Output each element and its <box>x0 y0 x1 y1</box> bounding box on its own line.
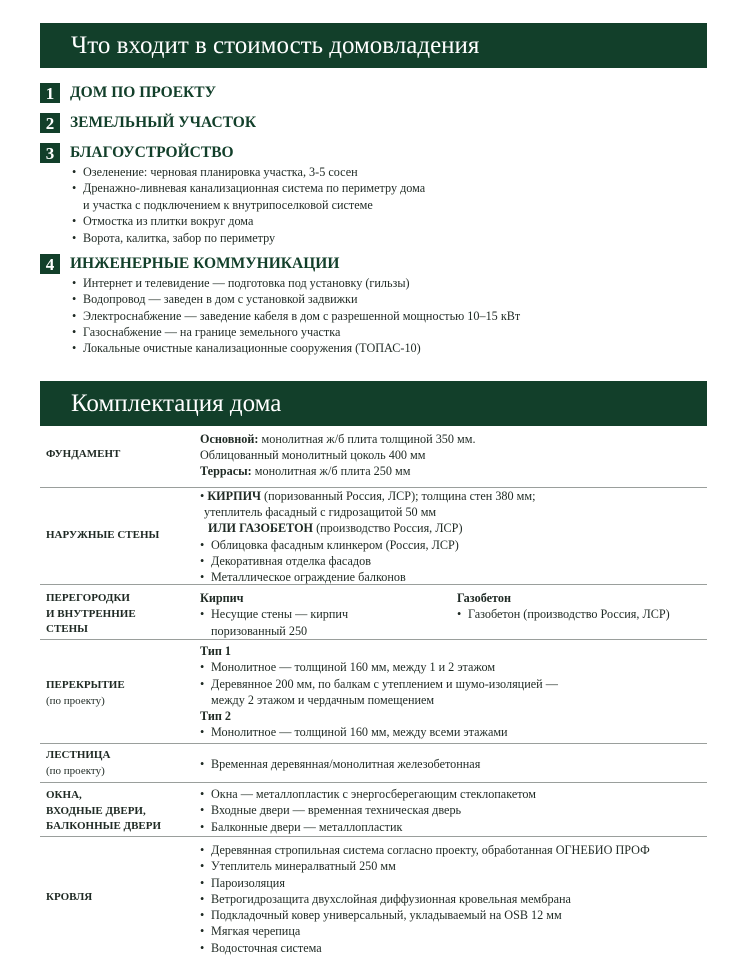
text: монолитная ж/б плита 250 мм <box>251 464 411 479</box>
section-title: БЛАГОУСТРОЙСТВО <box>70 144 234 161</box>
table-row <box>40 428 707 488</box>
list-item: • Окна — металлопластик с энергосберегающим стеклопакетом <box>200 786 536 802</box>
table-row: НАРУЖНЫЕ СТЕНЫ • КИРПИЧ (поризованный Россия, ЛСР); толщина стен 380 мм; утеплитель фасадный с гидрозащитой 50 мм ИЛИ ГАЗОБЕТОН (производство Россия, ЛСР) • Облицовка фасадным клинкером (Россия, ЛСР) • Декоративная отделка фасадов • Металлическое ограждение балконов <box>40 488 707 585</box>
list-item: • Водосточная система <box>200 940 650 956</box>
row-label: ФУНДАМЕНТ <box>46 448 121 460</box>
row-label: ПЕРЕГОРОДКИ <box>46 592 130 604</box>
list-item: • Монолитное — толщиной 160 мм, между 1 и 2 этажом <box>200 659 558 675</box>
list-item: • Отмостка из плитки вокруг дома <box>72 213 700 229</box>
list-item: • Временная деревянная/монолитная железобетонная <box>200 756 480 772</box>
list-item: • Озеленение: черновая планировка участка, 3-5 сосен <box>72 164 700 180</box>
list-item: поризованный 250 <box>211 623 308 638</box>
row-label: СТЕНЫ <box>46 623 88 635</box>
table-row <box>40 585 707 640</box>
list-item: • Облицовка фасадным клинкером (Россия, ЛСР) <box>200 537 535 553</box>
text: (производство Россия, ЛСР) <box>313 521 463 536</box>
list-item: • Балконные двери — металлопластик <box>200 819 536 835</box>
number-badge: 2 <box>40 113 60 133</box>
table-row <box>40 744 707 783</box>
text: утеплитель фасадный с гидрозащитой 50 мм <box>204 505 437 520</box>
list-item: между 2 этажом и чердачным помещением <box>211 692 435 707</box>
column-title: Кирпич <box>200 591 244 605</box>
row-label: БАЛКОННЫЕ ДВЕРИ <box>46 820 162 832</box>
list-item: • Электроснабжение — заведение кабеля в дом с разрешенной мощностью 10–15 кВт <box>72 308 700 324</box>
row-label: И ВНУТРЕННИЕ <box>46 607 136 620</box>
row-label: ВХОДНЫЕ ДВЕРИ, <box>46 804 146 817</box>
number-badge: 1 <box>40 83 60 103</box>
equipment-table <box>40 428 707 967</box>
text: (поризованный Россия, ЛСР); толщина стен 380 мм; <box>261 489 536 503</box>
list-item: • Деревянная стропильная система согласно проекту, обработанная ОГНЕБИО ПРОФ <box>200 842 650 858</box>
list-item: • Интернет и телевидение — подготовка под установку (гильзы) <box>72 275 700 291</box>
text: Облицованный монолитный цоколь 400 мм <box>200 448 426 463</box>
list-item: • Газоснабжение — на границе земельного участка <box>72 324 700 340</box>
list-item: • Декоративная отделка фасадов <box>200 553 535 569</box>
row-label: ПЕРЕКРЫТИЕ <box>46 679 125 691</box>
section-land <box>40 112 700 134</box>
list-item: • Металлическое ограждение балконов <box>200 569 535 585</box>
column-title: Газобетон <box>457 591 511 605</box>
table-row <box>40 783 707 837</box>
list-item: • Ветрогидрозащита двухслойная диффузионная кровельная мембрана <box>200 891 650 907</box>
bold-label: ИЛИ ГАЗОБЕТОН <box>208 521 314 536</box>
row-label: ЛЕСТНИЦА <box>46 749 111 761</box>
bold-label: Террасы: <box>200 464 252 479</box>
type-title: Тип 1 <box>200 644 232 658</box>
section-title: ИНЖЕНЕРНЫЕ КОММУНИКАЦИИ <box>70 255 340 272</box>
list-item: • Дренажно-ливневая канализационная система по периметру дома <box>72 180 700 196</box>
section-title: ЗЕМЕЛЬНЫЙ УЧАСТОК <box>70 114 257 131</box>
number-badge: 4 <box>40 254 60 274</box>
list-item: • Пароизоляция <box>200 875 650 891</box>
section-landscaping <box>40 142 700 246</box>
row-sublabel: (по проекту) <box>46 764 105 777</box>
included-title: Что входит в стоимость домовладения <box>40 23 707 68</box>
section-title: ДОМ ПО ПРОЕКТУ <box>70 84 216 101</box>
list-item: • Водопровод — заведен в дом с установкой задвижки <box>72 291 700 307</box>
table-row <box>40 640 707 744</box>
row-label: НАРУЖНЫЕ СТЕНЫ <box>46 529 160 541</box>
list-item: • Мягкая черепица <box>200 923 650 939</box>
list-item: • Ворота, калитка, забор по периметру <box>72 230 700 246</box>
list-item: и участка с подключением к внутрипоселковой системе <box>83 197 373 212</box>
list-item: • Деревянное 200 мм, по балкам с утеплением и шумо-изоляцией — <box>200 676 558 692</box>
section-house <box>40 82 700 104</box>
number-badge: 3 <box>40 143 60 163</box>
text: монолитная ж/б плита толщиной 350 мм. <box>258 432 476 446</box>
list-item: • Газобетон (производство Россия, ЛСР) <box>457 606 670 622</box>
equipment-title: Комплектация дома <box>40 381 707 426</box>
type-title: Тип 2 <box>200 709 232 724</box>
section-utilities <box>40 253 700 356</box>
list-item: • Утеплитель минералватный 250 мм <box>200 858 650 874</box>
list-item: • Входные двери — временная техническая дверь <box>200 802 536 818</box>
row-label: ОКНА, <box>46 789 82 801</box>
bold-label: КИРПИЧ <box>207 489 261 503</box>
list-item: • Несущие стены — кирпич <box>200 606 348 622</box>
row-label: КРОВЛЯ <box>46 891 93 903</box>
bold-label: Основной: <box>200 432 259 446</box>
list-item: • Локальные очистные канализационные сооружения (ТОПАС-10) <box>72 340 700 356</box>
list-item: • Монолитное — толщиной 160 мм, между всеми этажами <box>200 724 558 740</box>
table-row <box>40 837 707 967</box>
list-item: • Подкладочный ковер универсальный, укладываемый на OSB 12 мм <box>200 907 650 923</box>
row-sublabel: (по проекту) <box>46 694 105 707</box>
